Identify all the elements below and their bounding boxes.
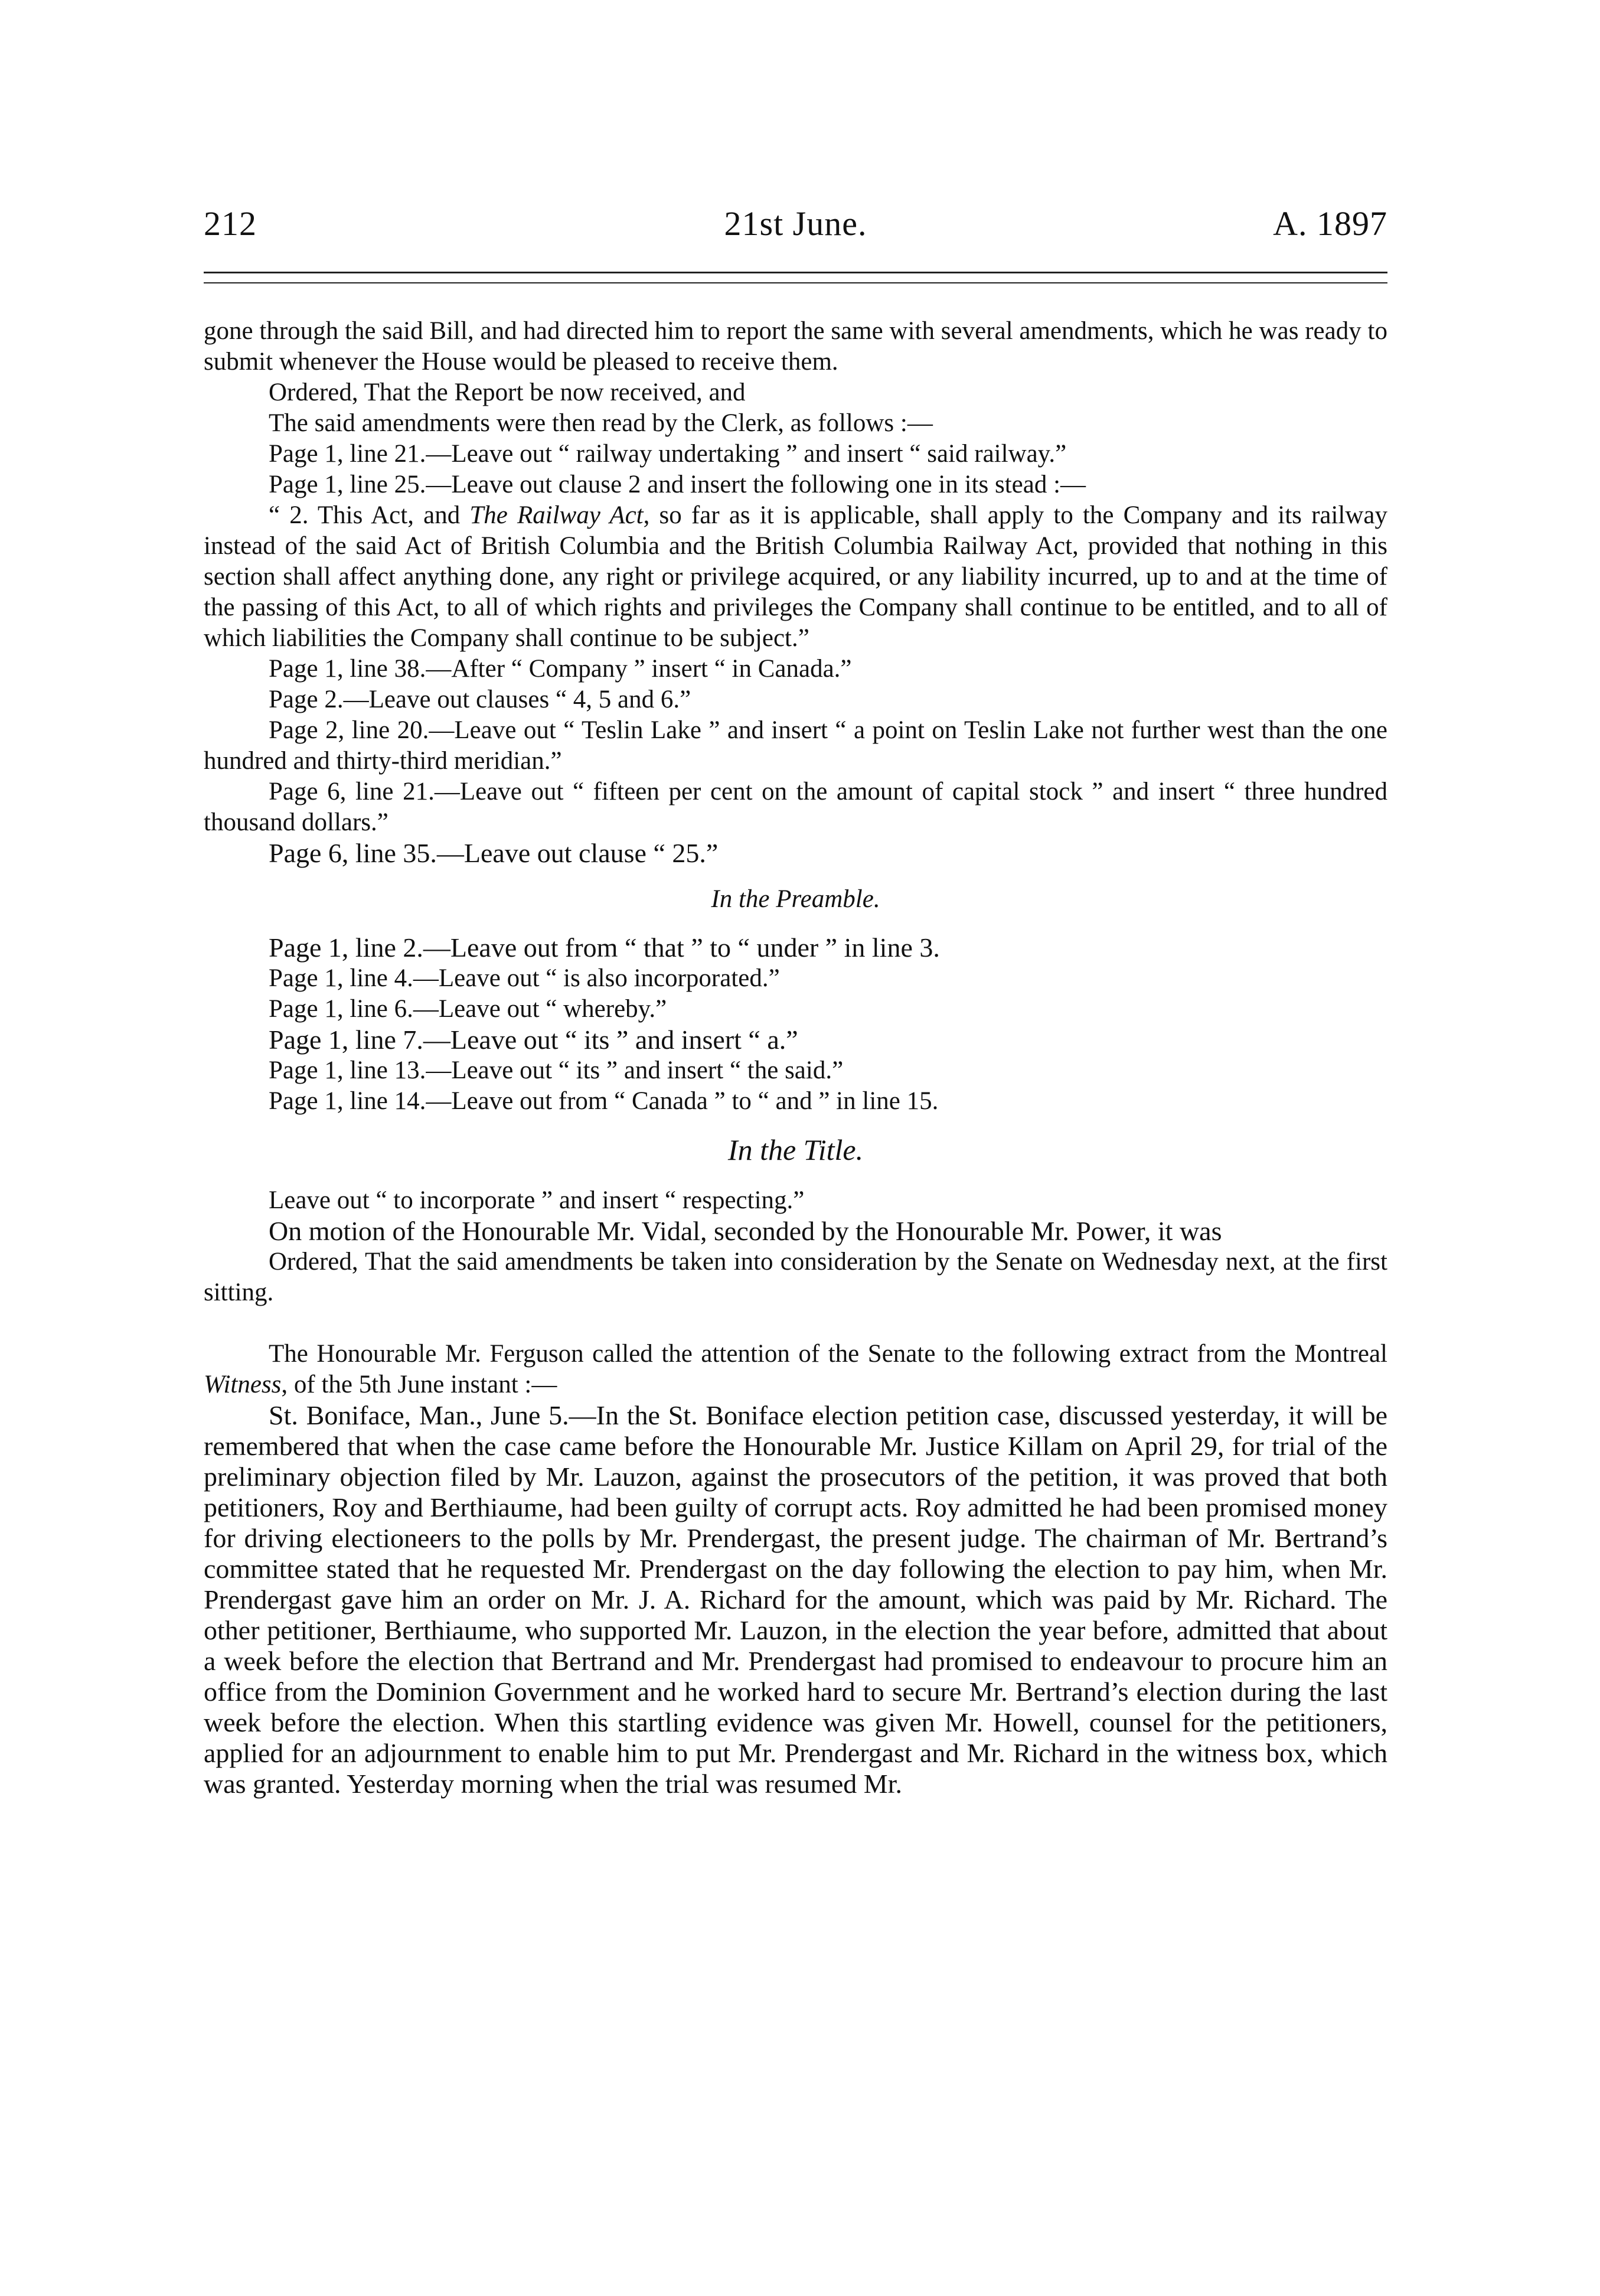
running-header [204,204,1387,257]
preamble-item: Page 1, line 4.—Leave out “ is also incorporated.” [269,964,780,992]
railway-act-title: The Railway Act [469,501,644,529]
amendment-item: Page 6, line 21.—Leave out “ fifteen per cent on the amount of capital stock ” and insert “ three hundred thousand dollars.” [204,778,1387,836]
preamble-heading: In the Preamble. [711,885,880,913]
header-rule-double [204,282,1387,283]
amendment-item: Page 1, line 21.—Leave out “ railway undertaking ” and insert “ said railway.” [269,440,1067,468]
paragraph-report: gone through the said Bill, and had directed him to report the same with several amendments, which he was ready to submit whenever the House would be pleased to receive them. [204,317,1387,376]
paragraph-amendments-read: The said amendments were then read by the Clerk, as follows :— [269,409,933,437]
preamble-item: Page 1, line 7.—Leave out “ its ” and insert “ a.” [269,1025,798,1055]
header-date: 21st June. [724,204,867,243]
page-body [204,316,1387,1799]
amendment-item: Page 2.—Leave out clauses “ 4, 5 and 6.” [269,686,691,713]
page-number: 212 [204,204,257,243]
paragraph-extract: St. Boniface, Man., June 5.—In the St. Boniface election petition case, discussed yesterday, it will be remembered that when the case came before the Honourable Mr. Justice Killam on April 29, for trial of the preliminary objection filed by Mr. Lauzon, against the prosecutors of the petition, it was proved that both petitioners, Roy and Berthiaume, had been guilty of corrupt acts. Roy admitted he had been promised money for driving electioneers to the polls by Mr. Prendergast, the present judge. The chairman of Mr. Bertrand’s committee stated that he requested Mr. Prendergast on the day following the election to pay him, when Mr. Prendergast gave him an order on Mr. J. A. Richard for the amount, which was paid by Mr. Richard. The other petitioner, Berthiaume, who supported Mr. Lauzon, in the election the year before, admitted that about a week before the election that Bertrand and Mr. Prendergast had promised to endeavour to procure him an office from the Dominion Government and he worked hard to secure Mr. Bertrand’s election during the last week before the election. When this startling evidence was given Mr. Howell, counsel for the petitioners, applied for an adjournment to enable him to put Mr. Prendergast and Mr. Richard in the witness box, which was granted. Yesterday morning when the trial was resumed Mr. [204,1400,1387,1799]
header-rule [204,272,1387,273]
newspaper-name: Witness [204,1371,282,1398]
preamble-item: Page 1, line 14.—Leave out from “ Canada ” to “ and ” in line 15. [269,1087,939,1115]
preamble-item: Page 1, line 13.—Leave out “ its ” and insert “ the said.” [269,1056,844,1084]
title-heading: In the Title. [727,1133,864,1166]
title-item: Leave out “ to incorporate ” and insert “ respecting.” [269,1186,805,1214]
amendment-item: Page 1, line 38.—After “ Company ” insert “ in Canada.” [269,655,852,683]
preamble-item: Page 1, line 6.—Leave out “ whereby.” [269,995,667,1023]
amendment-item: Page 1, line 25.—Leave out clause 2 and insert the following one in its stead :— [269,471,1086,498]
paragraph-ordered-consideration: Ordered, That the said amendments be taken into consideration by the Senate on Wednesday next, at the first sitting. [204,1248,1387,1306]
paragraph-motion: On motion of the Honourable Mr. Vidal, seconded by the Honourable Mr. Power, it was [269,1216,1222,1246]
paragraph-ordered-report: Ordered, That the Report be now received, and [269,379,746,406]
section-gap [204,1308,1387,1339]
clause-2-text: “ 2. This Act, and The Railway Act, so far as it is applicable, shall apply to the Company and its railway instead of the said Act of British Columbia and the British Columbia Railway Act, provided that nothing in this section shall affect anything done, any right or privilege acquired, or any liability incurred, up to and at the time of the passing of this Act, to all of which rights and privileges the Company shall continue to be entitled, and to all of which liabilities the Company shall continue to be subject.” [204,501,1388,652]
amendment-item: Page 2, line 20.—Leave out “ Teslin Lake ” and insert “ a point on Teslin Lake not further west than the one hundred and thirty-third meridian.” [204,716,1387,775]
header-year: A. 1897 [1273,204,1387,243]
amendment-item: Page 6, line 35.—Leave out clause “ 25.” [269,838,719,868]
paragraph-ferguson: The Honourable Mr. Ferguson called the attention of the Senate to the following extract from the Montreal Witness, of the 5th June instant :— [204,1340,1387,1398]
preamble-item: Page 1, line 2.—Leave out from “ that ” to “ under ” in line 3. [269,932,940,963]
